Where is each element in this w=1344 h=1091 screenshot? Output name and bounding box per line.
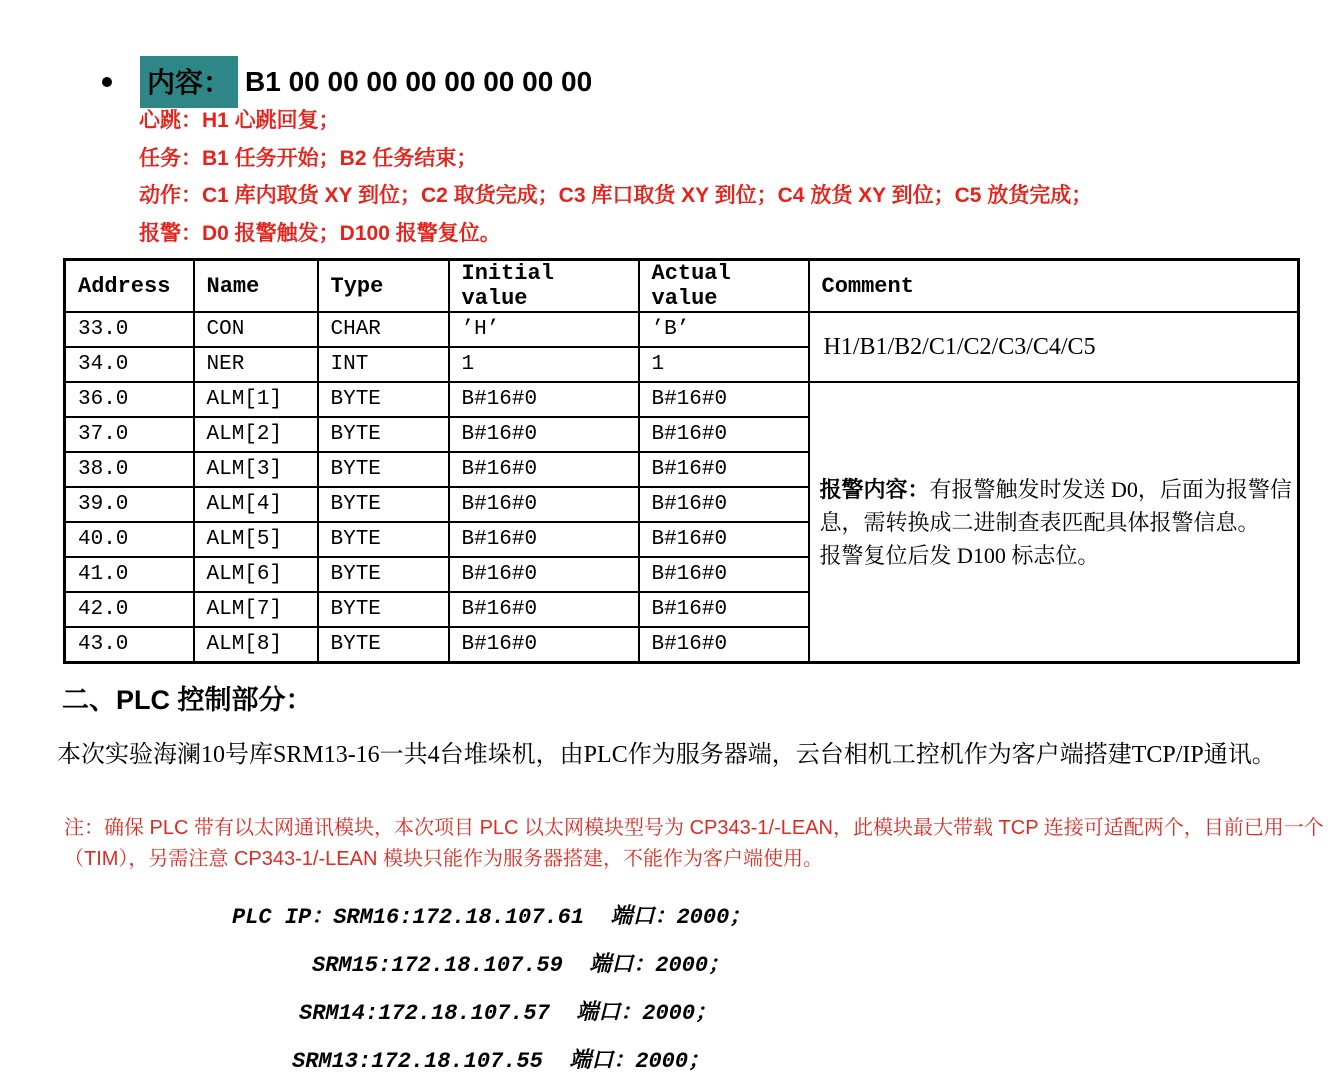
cell-address: 34.0 xyxy=(65,347,194,382)
cell-type: BYTE xyxy=(318,382,449,417)
content-bullet-line xyxy=(102,56,592,108)
cell-address: 41.0 xyxy=(65,557,194,592)
cell-actual: B#16#0 xyxy=(639,557,809,592)
cell-actual: 1 xyxy=(639,347,809,382)
cell-initial: B#16#0 xyxy=(449,592,639,627)
cell-address: 39.0 xyxy=(65,487,194,522)
cell-initial: B#16#0 xyxy=(449,522,639,557)
cell-initial: B#16#0 xyxy=(449,382,639,417)
section-heading-plc-control: 二、PLC 控制部分： xyxy=(62,685,313,715)
cell-initial: B#16#0 xyxy=(449,627,639,663)
cell-type: BYTE xyxy=(318,417,449,452)
cell-type: BYTE xyxy=(318,592,449,627)
cell-actual: B#16#0 xyxy=(639,522,809,557)
cell-actual: B#16#0 xyxy=(639,382,809,417)
cell-address: 33.0 xyxy=(65,312,194,347)
ethernet-module-note: 注：确保 PLC 带有以太网通讯模块，本次项目 PLC 以太网模块型号为 CP343-1/-LEAN，此模块最大带载 TCP 连接可适配两个，目前已用一个（TIM），另需注意 CP343-1/-LEAN 模块只能作为服务器搭建，不能作为客户端使用。 xyxy=(64,817,1324,870)
cell-address: 36.0 xyxy=(65,382,194,417)
plc-variable-table xyxy=(63,258,1300,664)
alarm-line: 报警：D0 报警触发；D100 报警复位。 xyxy=(139,221,501,245)
cell-name: ALM[4] xyxy=(194,487,318,522)
cell-name: ALM[3] xyxy=(194,452,318,487)
cell-actual: B#16#0 xyxy=(639,592,809,627)
task-line: 任务：B1 任务开始；B2 任务结束； xyxy=(139,146,478,170)
cell-type: BYTE xyxy=(318,522,449,557)
content-bytes-value: B1 00 00 00 00 00 00 00 00 xyxy=(245,66,593,97)
cell-initial: B#16#0 xyxy=(449,417,639,452)
cell-actual: ’B’ xyxy=(639,312,809,347)
cell-initial: ’H’ xyxy=(449,312,639,347)
cell-type: BYTE xyxy=(318,627,449,663)
cell-actual: B#16#0 xyxy=(639,627,809,663)
cell-address: 43.0 xyxy=(65,627,194,663)
table-row xyxy=(65,312,1299,347)
cell-initial: B#16#0 xyxy=(449,452,639,487)
cell-type: BYTE xyxy=(318,452,449,487)
cell-type: BYTE xyxy=(318,487,449,522)
plc-ip-srm14: SRM14:172.18.107.57 端口：2000； xyxy=(299,1001,718,1026)
col-header-initial-value: Initial value xyxy=(449,260,639,313)
col-header-name: Name xyxy=(194,260,318,313)
col-header-type: Type xyxy=(318,260,449,313)
col-header-comment: Comment xyxy=(809,260,1299,313)
cell-name: CON xyxy=(194,312,318,347)
content-label-highlighted: 内容： xyxy=(140,56,238,108)
alarm-comment-text: 有报警触发时发送 D0，后面为报警信息，需转换成二进制查表匹配具体报警信息。 xyxy=(819,476,1292,535)
cell-type: BYTE xyxy=(318,557,449,592)
plc-ip-srm13: SRM13:172.18.107.55 端口：2000； xyxy=(292,1049,711,1074)
cell-name: ALM[5] xyxy=(194,522,318,557)
cell-actual: B#16#0 xyxy=(639,417,809,452)
cell-name: ALM[2] xyxy=(194,417,318,452)
cell-name: ALM[6] xyxy=(194,557,318,592)
table-header-row xyxy=(65,260,1299,313)
plc-ip-srm16: PLC IP：SRM16:172.18.107.61 端口：2000； xyxy=(232,905,752,930)
cell-actual: B#16#0 xyxy=(639,487,809,522)
cell-name: ALM[1] xyxy=(194,382,318,417)
action-line: 动作：C1 库内取货 XY 到位；C2 取货完成；C3 库口取货 XY 到位；C4 放货 XY 到位；C5 放货完成； xyxy=(139,184,1093,207)
cell-address: 38.0 xyxy=(65,452,194,487)
col-header-actual-value: Actual value xyxy=(639,260,809,313)
plc-ip-srm15: SRM15:172.18.107.59 端口：2000； xyxy=(312,953,731,978)
cell-initial: 1 xyxy=(449,347,639,382)
experiment-description-paragraph: 本次实验海澜10号库SRM13-16一共4台堆垛机，由PLC作为服务器端，云台相机工控机作为客户端搭建TCP/IP通讯。 xyxy=(57,742,1276,768)
comment-con-ner: H1/B1/B2/C1/C2/C3/C4/C5 xyxy=(809,312,1299,382)
cell-name: ALM[7] xyxy=(194,592,318,627)
cell-initial: B#16#0 xyxy=(449,557,639,592)
alarm-comment-line2: 报警复位后发 D100 标志位。 xyxy=(819,542,1100,568)
col-header-address: Address xyxy=(65,260,194,313)
cell-actual: B#16#0 xyxy=(639,452,809,487)
cell-type: INT xyxy=(318,347,449,382)
protocol-description-block xyxy=(139,102,1092,252)
alarm-comment-label: 报警内容： xyxy=(819,476,930,502)
comment-alarm-block xyxy=(809,382,1299,663)
cell-type: CHAR xyxy=(318,312,449,347)
cell-name: NER xyxy=(194,347,318,382)
bullet-icon xyxy=(102,77,112,87)
heartbeat-line: 心跳：H1 心跳回复； xyxy=(139,109,340,132)
cell-initial: B#16#0 xyxy=(449,487,639,522)
cell-name: ALM[8] xyxy=(194,627,318,663)
table-row xyxy=(65,382,1299,417)
cell-address: 40.0 xyxy=(65,522,194,557)
cell-address: 42.0 xyxy=(65,592,194,627)
cell-address: 37.0 xyxy=(65,417,194,452)
